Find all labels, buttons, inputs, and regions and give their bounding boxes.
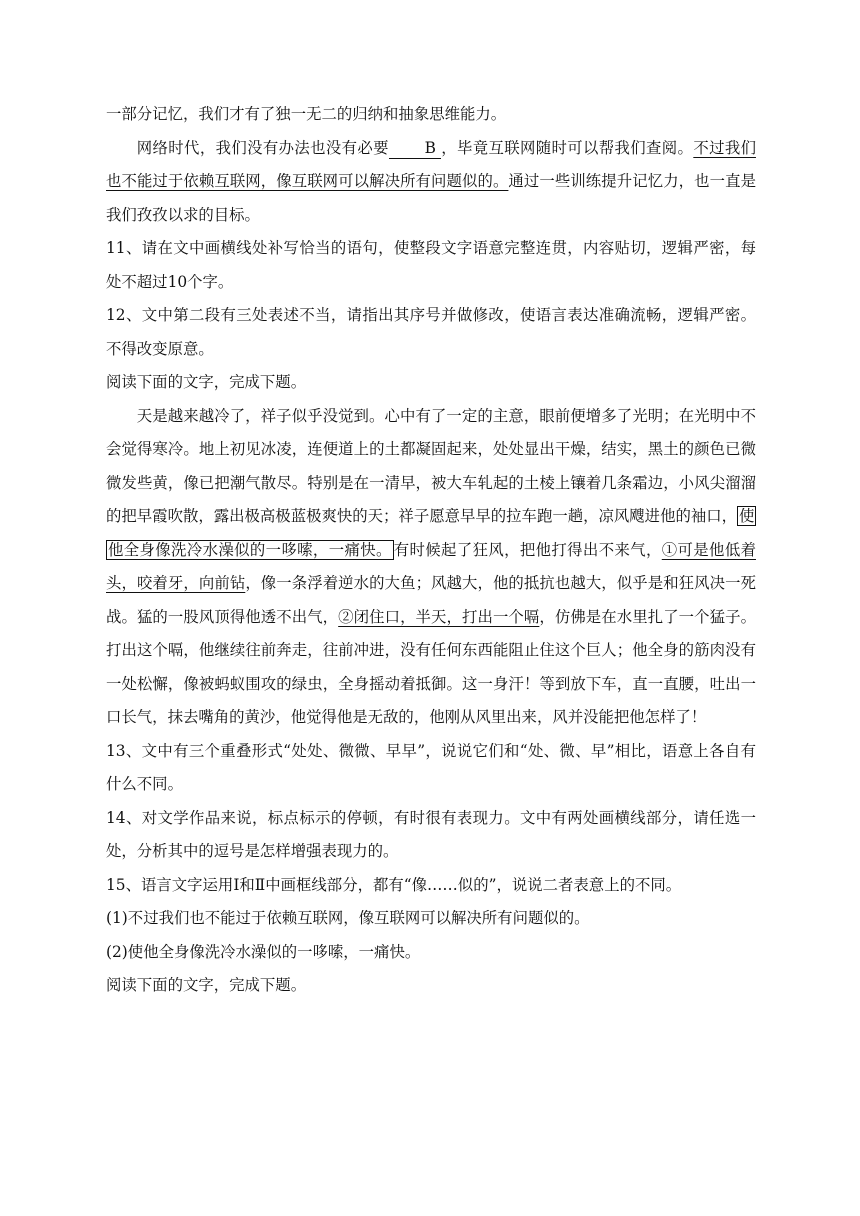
story-text-b: 有时候起了狂风，把他打得出不来气， [393,540,662,559]
document-page [106,98,756,1003]
underlined-phrase-2: ②闭住口，半天，打出一个嗝 [338,607,540,626]
network-text-b: ，毕竟互联网随时可以帮我们查阅。 [440,138,694,157]
option-1: (1)不过我们也不能过于依赖互联网，像互联网可以解决所有问题似的。 [106,909,590,927]
reading-instruction-2: 阅读下面的文字，完成下题。 [106,976,307,994]
underlined-phrase-1: ①可是他低着头，咬着牙，向前钻 [106,540,756,592]
network-paragraph [106,132,756,233]
question-11: 11、请在文中画横线处补写恰当的语句，使整段文字语意完整连贯，内容贴切，逻辑严密，每处不超过10个字。 [106,239,756,291]
story-text-d: ，仿佛是在水里扎了一个猛子。打出这个嗝，他继续往前奔走，往前冲进，没有任何东西能阻止住这个巨人；他全身的筋肉没有一处松懈，像被蚂蚁围攻的绿虫，全身摇动着抵御。这一身汗！等到放下车，直一直腰，吐出一口长气，抹去嘴角的黄沙，他觉得他是无敌的，他刚从风里出来，风并没能把他怎样了！ [106,607,756,726]
question-14: 14、对文学作品来说，标点标示的停顿，有时很有表现力。文中有两处画横线部分，请任选一处，分析其中的逗号是怎样增强表现力的。 [106,808,756,860]
story-paragraph [106,400,756,735]
boxed-sentence: 使他全身像洗冷水澡似的一哆嗦，一痛快。 [108,507,755,559]
story-text-c: ，像一条浮着逆水的大鱼；风越大，他的抵抗也越大，似乎是和狂风决一死战。猛的一股风顶得他透不出气， [106,574,756,626]
question-15: 15、语言文字运用Ⅰ和Ⅱ中画框线部分，都有“像……似的”，说说二者表意上的不同。 [106,875,682,894]
answer-blank: B [389,138,441,159]
network-text-a: 网络时代，我们没有办法也没有必要 [136,138,389,157]
intro-tail-paragraph: 一部分记忆，我们才有了独一无二的归纳和抽象思维能力。 [106,105,507,123]
option-2: (2)使他全身像洗冷水澡似的一哆嗦，一痛快。 [106,942,421,961]
question-12: 12、文中第二段有三处表述不当，请指出其序号并做修改，使语言表达准确流畅，逻辑严密。不得改变原意。 [106,306,756,358]
network-text-c: 通过一些训练提升记忆力，也一直是我们孜孜以求的目标。 [106,172,756,224]
underlined-sentence: 不过我们也不能过于依赖互联网，像互联网可以解决所有问题似的。 [106,138,756,190]
reading-instruction: 阅读下面的文字，完成下题。 [106,373,307,391]
story-text-a: 天是越来越冷了，祥子似乎没觉到。心中有了一定的主意，眼前便增多了光明；在光明中不会觉得寒冷。地上初见冰凌，连便道上的土都凝固起来，处处显出干燥，结实，黑土的颜色已微微发些黄，像已把潮气散尽。特别是在一清早，被大车轧起的土棱上镶着几条霜边，小风尖溜溜的把早霞吹散，露出极高极蓝极爽快的天；祥子愿意早早的拉车跑一趟，凉风飕进他的袖口， [106,406,756,525]
question-13: 13、文中有三个重叠形式“处处、微微、早早”，说说它们和“处、微、早”相比，语意上各自有什么不同。 [106,741,756,793]
